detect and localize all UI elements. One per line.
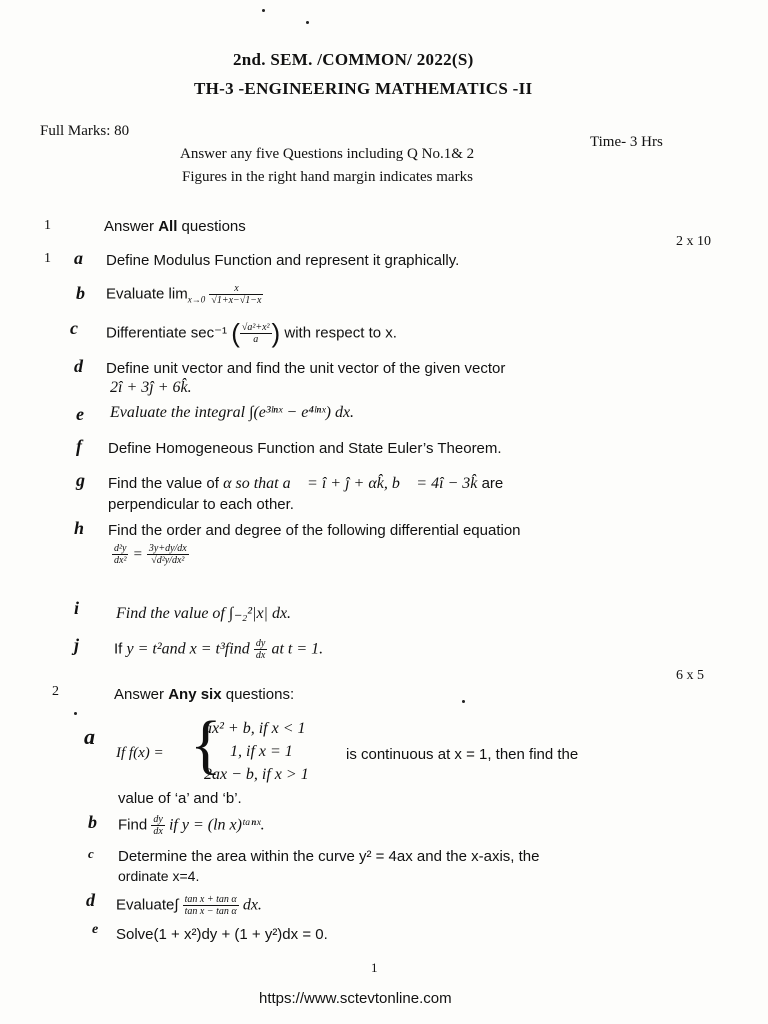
heading-text: questions — [181, 218, 246, 235]
item-label-c: c — [70, 318, 78, 338]
item-label-b: b — [88, 812, 97, 832]
question-item — [118, 814, 265, 837]
question-item: Define Modulus Function and represent it graphically. — [106, 252, 460, 269]
item-label-b: b — [76, 283, 85, 303]
exam-session-title: 2nd. SEM. /COMMON/ 2022(S) — [233, 50, 474, 69]
source-url[interactable]: https://www.sctevtonline.com — [259, 990, 452, 1007]
stray-dot — [74, 712, 77, 715]
denominator: dx — [255, 650, 266, 661]
question-item — [106, 283, 263, 306]
item-text: are — [481, 475, 504, 492]
question-heading — [104, 218, 246, 235]
denominator: tan x − tan α — [184, 906, 237, 917]
stray-dot — [306, 21, 309, 24]
fraction — [151, 814, 164, 837]
stray-dot — [462, 700, 465, 703]
math-expression: α so that a⃗ = î + ĵ + αk̂, b⃗ = 4î − 3k̂ — [223, 475, 478, 492]
item-label-a: a — [74, 248, 83, 268]
item-text: Evaluate lim — [106, 285, 188, 303]
question-item — [116, 744, 164, 762]
numerator: dy — [153, 814, 163, 825]
item-text: Find — [118, 816, 148, 834]
math-expression: dx. — [242, 896, 262, 914]
denominator: a — [253, 334, 259, 345]
item-text: Differentiate sec⁻¹ — [106, 324, 228, 342]
item-text: Find the value of — [108, 475, 219, 492]
heading-text: questions: — [225, 686, 295, 703]
instruction-line-1: Answer any five Questions including Q No.1& 2 — [180, 146, 475, 162]
rhs-fraction — [147, 543, 189, 566]
lhs-fraction — [112, 543, 128, 566]
bracket: ) — [271, 318, 281, 348]
item-label-c: c — [88, 846, 94, 861]
differential-equation — [112, 543, 189, 566]
fraction — [183, 894, 239, 917]
bracket: ( — [231, 318, 240, 348]
numerator: x — [209, 283, 263, 295]
fraction — [209, 283, 263, 306]
time-allowed: Time- 3 Hrs — [590, 134, 663, 150]
question-number-left: 1 — [44, 251, 51, 266]
numerator: d²y — [114, 543, 127, 554]
item-label-d: d — [74, 356, 83, 376]
question-item: Find the value of ∫₋₂²|x| dx. — [116, 605, 292, 622]
marks-allocation: 2 x 10 — [676, 234, 711, 249]
item-text: with respect to x. — [284, 324, 397, 342]
numerator: tan x + tan α — [184, 894, 237, 905]
brace: { — [190, 708, 222, 781]
item-label-d: d — [86, 890, 95, 910]
heading-emphasis: All — [158, 218, 178, 235]
question-item-continued: value of ‘a’ and ‘b’. — [118, 790, 242, 807]
heading-text: Answer — [114, 686, 165, 703]
math-expression: at t = 1. — [271, 640, 324, 658]
question-item — [116, 894, 262, 917]
item-label-j: j — [74, 635, 80, 655]
subject-title: TH-3 -ENGINEERING MATHEMATICS -II — [194, 79, 533, 98]
question-heading — [114, 686, 294, 703]
item-label-i: i — [74, 598, 80, 618]
item-label-e: e — [92, 922, 99, 937]
question-item: Define unit vector and find the unit vector of the given vector — [106, 360, 506, 377]
heading-emphasis: Any six — [168, 686, 222, 703]
case-line: ax² + b, if x < 1 — [204, 720, 306, 737]
question-item: Evaluate the integral ∫(e³ˡⁿˣ − e⁴ˡⁿˣ) dx. — [110, 404, 355, 421]
denominator: dx² — [114, 555, 127, 566]
item-label-a: a — [84, 724, 95, 749]
math-expression: y = t²and x = t³find — [126, 640, 250, 658]
denominator: √1+x−√1−x — [211, 295, 262, 306]
full-marks: Full Marks: 80 — [40, 123, 130, 139]
stray-dot — [262, 9, 265, 12]
question-item-continued: ordinate x=4. — [118, 868, 200, 884]
denominator: dx — [153, 826, 163, 837]
instruction-line-2: Figures in the right hand margin indicates marks — [182, 169, 473, 185]
vector-expression: 2î + 3ĵ + 6k̂. — [110, 379, 192, 396]
question-item-continued: perpendicular to each other. — [108, 496, 294, 513]
fraction — [254, 638, 267, 661]
numerator: 3y+dy/dx — [148, 543, 187, 554]
case-line: 1, if x = 1 — [230, 743, 293, 760]
item-label-e: e — [76, 404, 84, 424]
question-item: Define Homogeneous Function and State Euler’s Theorem. — [108, 440, 502, 457]
item-label-g: g — [76, 470, 85, 490]
numerator: dy — [255, 638, 266, 649]
question-item: Find the order and degree of the following differential equation — [108, 522, 521, 539]
page-number: 1 — [371, 960, 378, 975]
item-label-h: h — [74, 518, 85, 538]
question-number: 1 — [44, 218, 51, 233]
heading-text: Answer — [104, 218, 155, 235]
fraction — [240, 322, 272, 345]
marks-allocation: 6 x 5 — [676, 668, 704, 683]
question-number: 2 — [52, 684, 59, 699]
question-item — [114, 638, 323, 661]
item-text: Evaluate∫ — [116, 896, 179, 914]
math-expression: if y = (ln x)ᵗᵃⁿˣ. — [168, 816, 265, 834]
item-label-f: f — [76, 436, 82, 456]
question-item: Solve(1 + x²)dy + (1 + y²)dx = 0. — [116, 926, 328, 943]
case-line: 2ax − b, if x > 1 — [204, 766, 309, 783]
function-definition: If f(x) = — [116, 745, 164, 761]
denominator: √d²y/dx² — [151, 555, 185, 566]
numerator: √a²+x² — [241, 322, 270, 333]
question-item-continued: is continuous at x = 1, then find the — [346, 746, 579, 763]
equals-sign: = — [132, 546, 143, 563]
question-item — [106, 318, 397, 349]
limit-subscript: x→0 — [187, 294, 206, 305]
question-item — [108, 475, 503, 493]
item-text: If — [114, 640, 123, 658]
question-item: Determine the area within the curve y² = 4ax and the x-axis, the — [118, 848, 540, 865]
